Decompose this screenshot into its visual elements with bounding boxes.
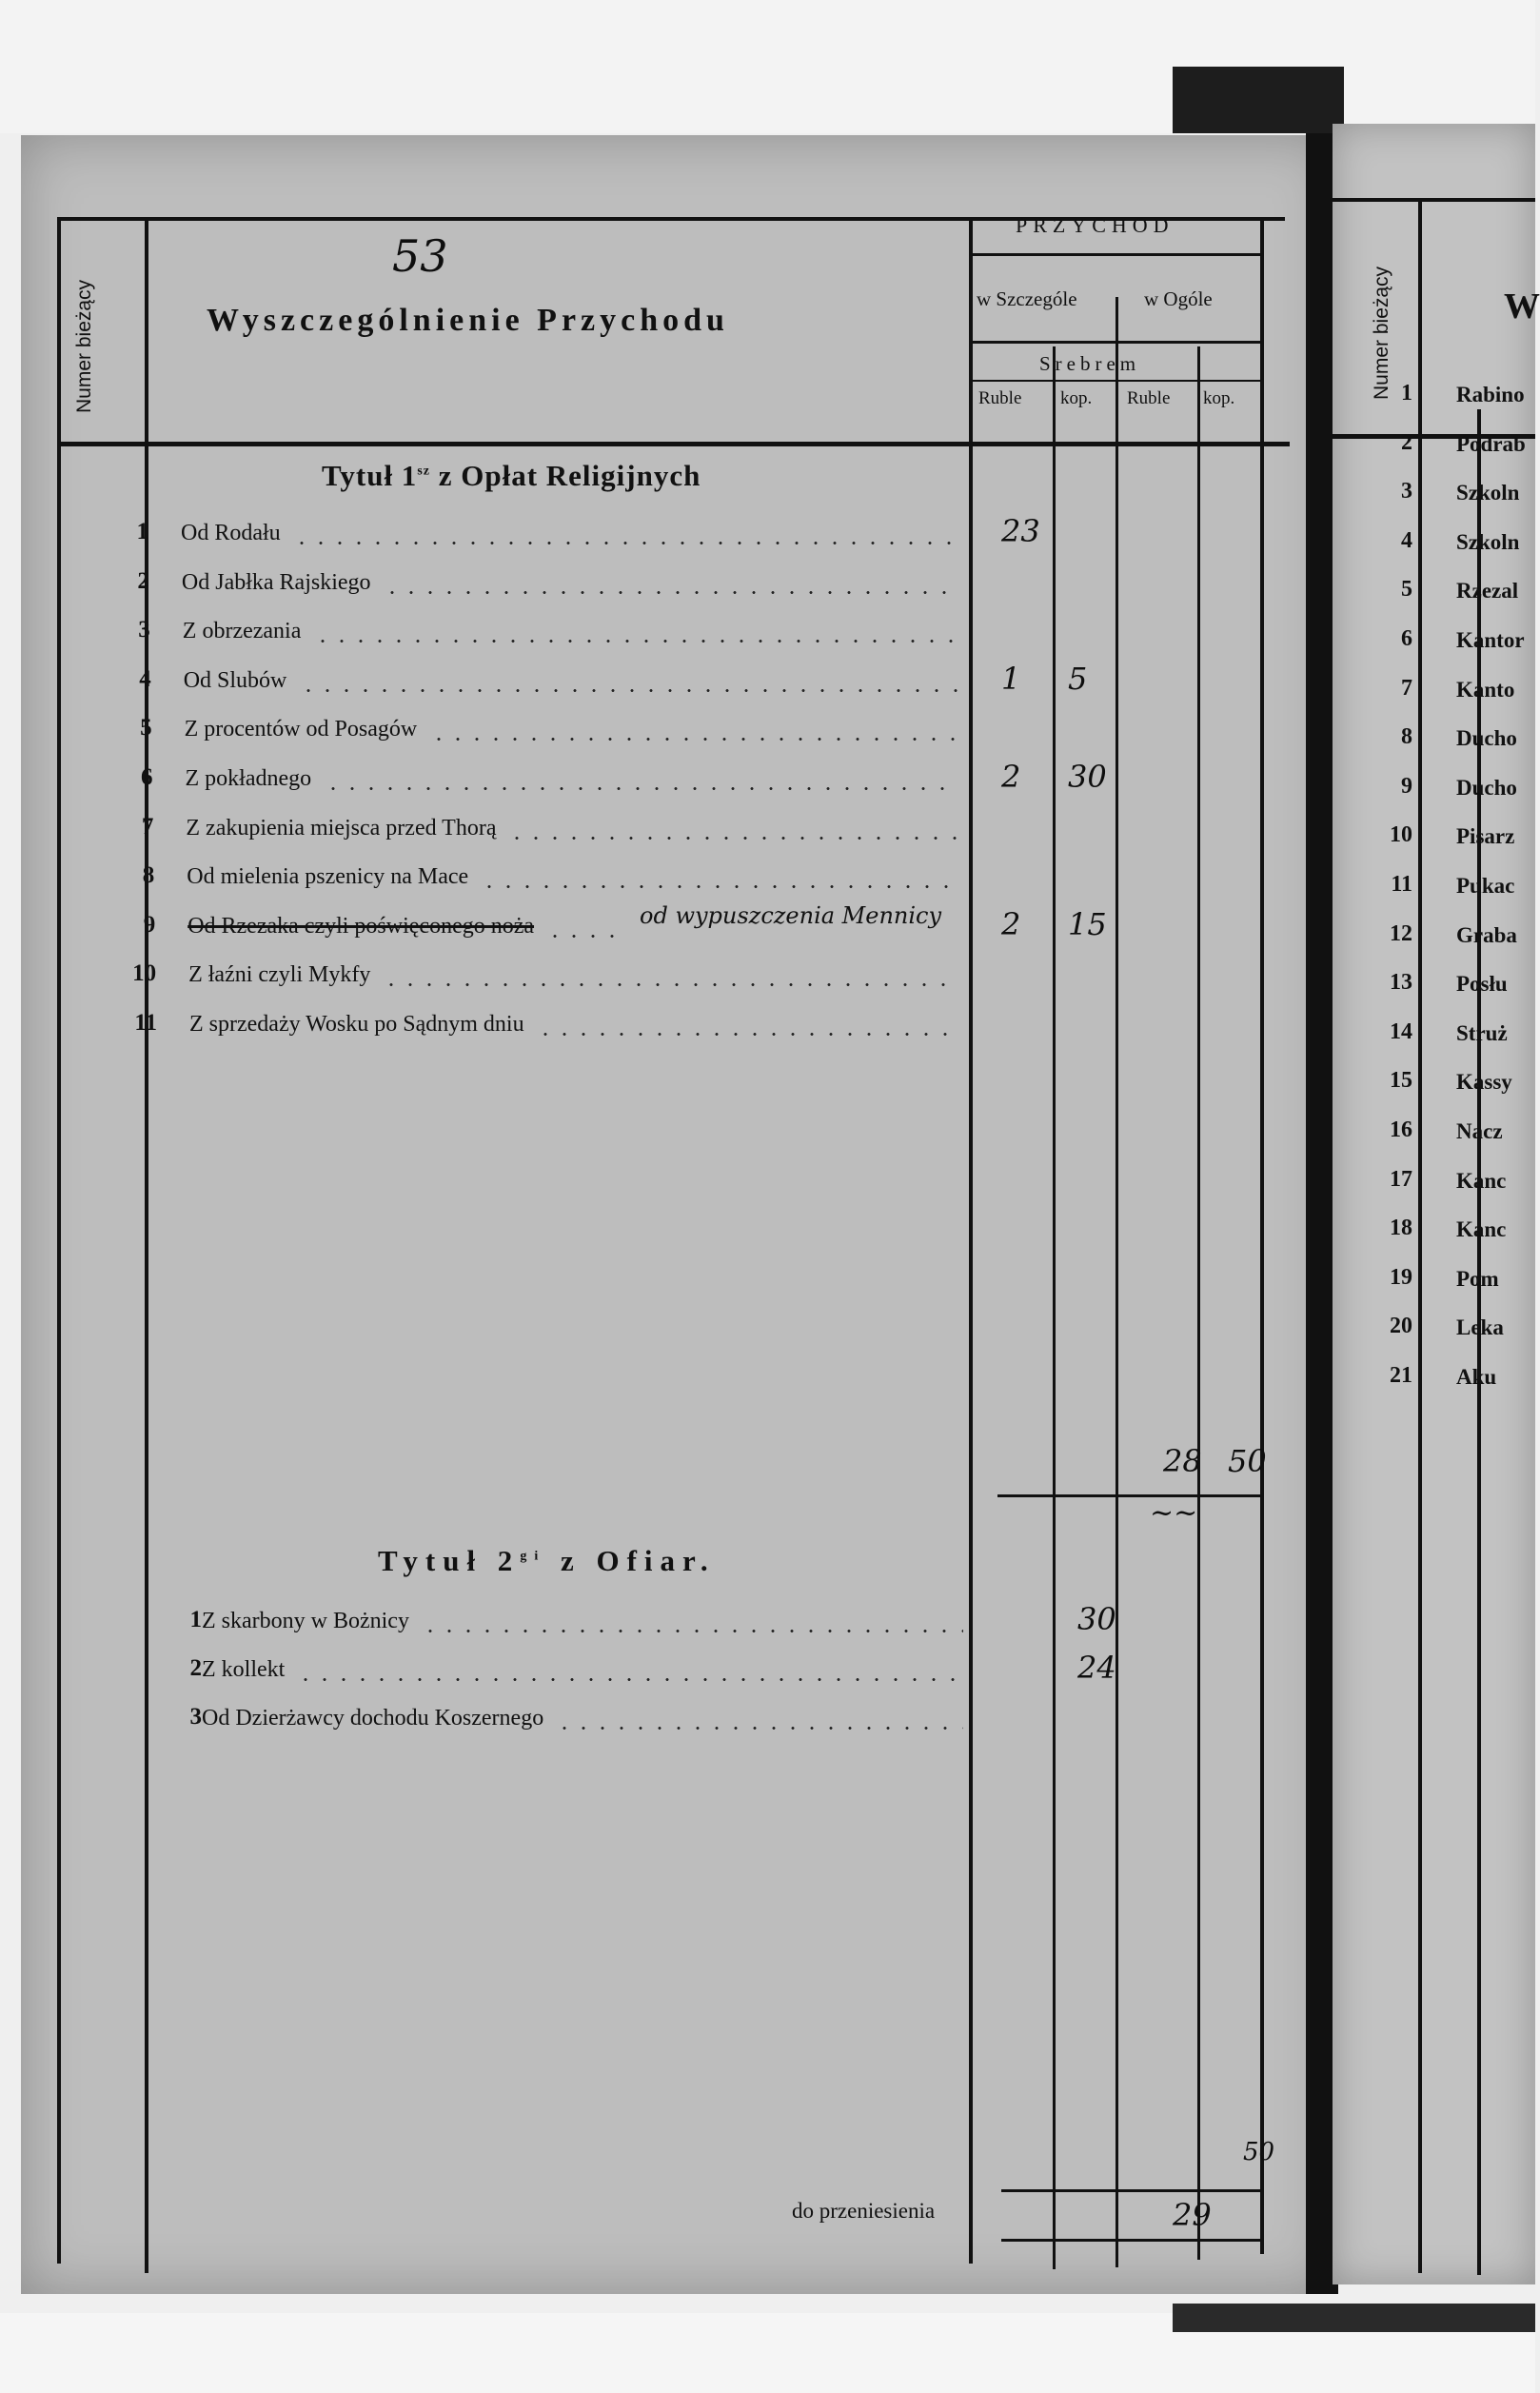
- row-number: 3: [189, 1704, 202, 1730]
- przychod-rule: [971, 253, 1262, 256]
- row-number: 5: [140, 715, 152, 742]
- right-row-label: Ducho: [1456, 726, 1517, 751]
- row-label: Z pokładnego: [185, 766, 312, 791]
- row-label: Od Rodału: [181, 521, 281, 545]
- row-number: 10: [132, 960, 157, 987]
- row-label: Od Dzierżawcy dochodu Koszernego: [202, 1706, 544, 1730]
- ledger-row: [21, 660, 1258, 704]
- binder-clip: [1173, 67, 1344, 133]
- ledger-page-right: [1333, 124, 1540, 2284]
- row-number: 6: [141, 764, 153, 790]
- right-row-label: Nacz: [1456, 1119, 1503, 1143]
- ledger-row: [21, 1601, 1258, 1645]
- right-row-label: Rabino: [1456, 383, 1525, 406]
- right-row-number: 12: [1390, 920, 1412, 946]
- leader-dots: [545, 935, 616, 938]
- total-rule: [997, 1494, 1260, 1497]
- amount-kopeks: 15: [1068, 905, 1107, 942]
- amount-rubles: 1: [1001, 660, 1021, 697]
- carry-forward-kopeks: 50: [1243, 2138, 1275, 2166]
- right-row-label: Graba: [1456, 922, 1517, 947]
- row-number: 3: [138, 617, 150, 643]
- ledger-row: [21, 1650, 1258, 1693]
- szczegole-header: w Szczególe: [977, 287, 1077, 310]
- right-row-label: Leka: [1456, 1315, 1504, 1340]
- right-row-label: Struż: [1456, 1020, 1508, 1045]
- col-number-header: Numer bieżący: [73, 279, 95, 413]
- right-row-number: 17: [1390, 1166, 1412, 1192]
- ruble-header-1: Ruble: [978, 388, 1022, 408]
- right-row-number: 13: [1390, 970, 1412, 996]
- row-label: Z sprzedaży Wosku po Sądnym dniu: [189, 1012, 524, 1037]
- amount-kopeks: 5: [1068, 660, 1088, 697]
- right-row-number: 20: [1390, 1314, 1412, 1339]
- ledger-row: [21, 1704, 1258, 1742]
- section1-total-rubles: 28: [1163, 1443, 1202, 1479]
- leader-dots: [429, 738, 958, 741]
- right-row-number: 19: [1390, 1264, 1412, 1290]
- kop-header-2: kop.: [1203, 388, 1235, 408]
- ogole-header: w Ogóle: [1144, 287, 1213, 310]
- right-row-number: 11: [1391, 872, 1412, 897]
- right-row-label: Podrab: [1456, 431, 1526, 456]
- ledger-row: [21, 617, 1258, 655]
- right-row-number: 7: [1401, 675, 1412, 701]
- row-number: 4: [139, 665, 151, 692]
- row-label: Z łaźni czyli Mykfy: [188, 962, 371, 988]
- row9-handwritten-note: od wypuszczenia Mennicy: [640, 902, 942, 929]
- carry-forward-label: do przeniesienia: [792, 2199, 936, 2223]
- srebrem-rule: [971, 380, 1262, 382]
- right-row-label: Kanc: [1456, 1168, 1507, 1193]
- right-row-number: 6: [1401, 626, 1412, 651]
- total-flourish: ~~: [1150, 1496, 1198, 1530]
- right-row-label: Szkoln: [1456, 481, 1520, 505]
- ledger-row: [21, 814, 1258, 852]
- right-row-number: 1: [1401, 381, 1412, 405]
- right-heading-fragment: W: [1504, 287, 1540, 326]
- row-number: 2: [189, 1655, 202, 1681]
- przychod-header: PRZYCHOD: [1016, 213, 1175, 237]
- srebrem-header: Srebrem: [1039, 352, 1141, 375]
- amount-rubles: 23: [1001, 513, 1040, 549]
- amount-rubles: 24: [1077, 1650, 1116, 1686]
- frame-right: [1260, 217, 1264, 2254]
- section1-total-kopeks: 50: [1228, 1443, 1267, 1479]
- row-label: Z kollekt: [202, 1657, 286, 1682]
- binder-clip-bottom: [1173, 2304, 1535, 2332]
- ledger-row: [21, 1010, 1258, 1048]
- ledger-row: [21, 960, 1258, 999]
- leader-dots: [536, 1033, 958, 1036]
- row-number: 2: [137, 567, 149, 594]
- row-number: 11: [134, 1010, 157, 1036]
- ledger-row: [21, 513, 1258, 557]
- szczegole-rule: [971, 341, 1262, 344]
- leader-dots: [324, 787, 958, 790]
- amount-kopeks: 30: [1068, 759, 1107, 795]
- leader-dots: [480, 885, 958, 888]
- right-row-number: 2: [1401, 429, 1412, 455]
- ledger-row: [21, 862, 1258, 900]
- right-row-number: 5: [1401, 577, 1412, 603]
- row-label: Od mielenia pszenicy na Mace: [187, 864, 469, 890]
- right-row-label: Kassy: [1456, 1070, 1512, 1095]
- right-row-label: Rzezal: [1456, 579, 1519, 603]
- right-frame-top: [1333, 198, 1535, 202]
- row-number: 8: [142, 862, 155, 889]
- kop-header-1: kop.: [1060, 388, 1093, 408]
- row-number: 1: [189, 1607, 202, 1632]
- row-label: Z obrzezania: [182, 619, 302, 644]
- leader-dots: [299, 689, 958, 692]
- page-number-handwritten: 53: [392, 230, 448, 282]
- row-number: 9: [143, 911, 156, 938]
- header-bottom-rule: [57, 442, 1290, 446]
- amount-rubles: 2: [1001, 905, 1021, 942]
- right-row-number: 9: [1401, 773, 1412, 799]
- right-row-label: Kantor: [1456, 628, 1525, 652]
- right-row-label: Pukac: [1456, 874, 1515, 898]
- ledger-row: [21, 715, 1258, 753]
- row-label: Z skarbony w Bożnicy: [202, 1609, 409, 1633]
- right-row-number: 14: [1390, 1019, 1412, 1044]
- leader-dots: [382, 983, 958, 986]
- right-row-label: Pom: [1456, 1266, 1499, 1291]
- right-row-label: Ducho: [1456, 775, 1517, 800]
- section-title-1: Tytuł $1^{sz}$ z Opłat Religijnych: [322, 459, 701, 492]
- row-label: Z procentów od Posagów: [184, 717, 418, 742]
- right-row-number: 8: [1401, 724, 1412, 750]
- section-title-2: Tytuł $2^{gi}$ z Ofiar.: [378, 1544, 716, 1577]
- right-row-number: 18: [1390, 1216, 1412, 1241]
- row-label: Od Jabłka Rajskiego: [181, 569, 371, 595]
- carry-forward-rubles: 29: [1173, 2197, 1212, 2233]
- right-row-number: 15: [1390, 1068, 1412, 1094]
- leader-dots: [313, 640, 958, 643]
- right-row-number: 21: [1390, 1363, 1412, 1388]
- leader-dots: [421, 1630, 963, 1632]
- column-heading-spec: Wyszczególnienie Przychodu: [207, 303, 729, 338]
- right-row-label: Aku: [1456, 1365, 1497, 1389]
- ledger-row: [21, 568, 1258, 606]
- ledger-row: [21, 759, 1258, 802]
- leader-dots: [292, 542, 958, 544]
- leader-dots: [507, 837, 958, 840]
- right-row-label: Posłu: [1456, 972, 1508, 997]
- row-label: Od Slubów: [183, 667, 287, 693]
- right-row-label: Kanc: [1456, 1217, 1507, 1242]
- ledger-page-left: [21, 135, 1334, 2294]
- right-row-label: Szkoln: [1456, 529, 1520, 554]
- row-label: Z zakupienia miejsca przed Thorą: [186, 815, 497, 841]
- footer-rule-2: [1001, 2239, 1262, 2242]
- leader-dots: [296, 1678, 963, 1681]
- row-number: 7: [141, 813, 154, 840]
- right-col-number-header: Numer bieżący: [1371, 266, 1392, 400]
- right-row-number: 16: [1390, 1117, 1412, 1142]
- ruble-header-2: Ruble: [1127, 388, 1171, 408]
- leader-dots: [555, 1727, 963, 1730]
- right-row-number: 10: [1390, 822, 1412, 848]
- right-row-number: 3: [1401, 479, 1412, 504]
- amount-rubles: 2: [1001, 759, 1021, 795]
- footer-rule: [1001, 2189, 1262, 2192]
- row-label: Od Rzezaka czyli poświęconego noża: [188, 913, 535, 939]
- right-row-number: 4: [1401, 527, 1412, 553]
- right-number-col-rule: [1418, 198, 1422, 2273]
- amount-rubles: 30: [1077, 1601, 1116, 1637]
- right-row-label: Pisarz: [1456, 824, 1515, 849]
- row-number: 1: [136, 519, 148, 544]
- leader-dots: [383, 591, 958, 594]
- right-row-label: Kanto: [1456, 677, 1515, 702]
